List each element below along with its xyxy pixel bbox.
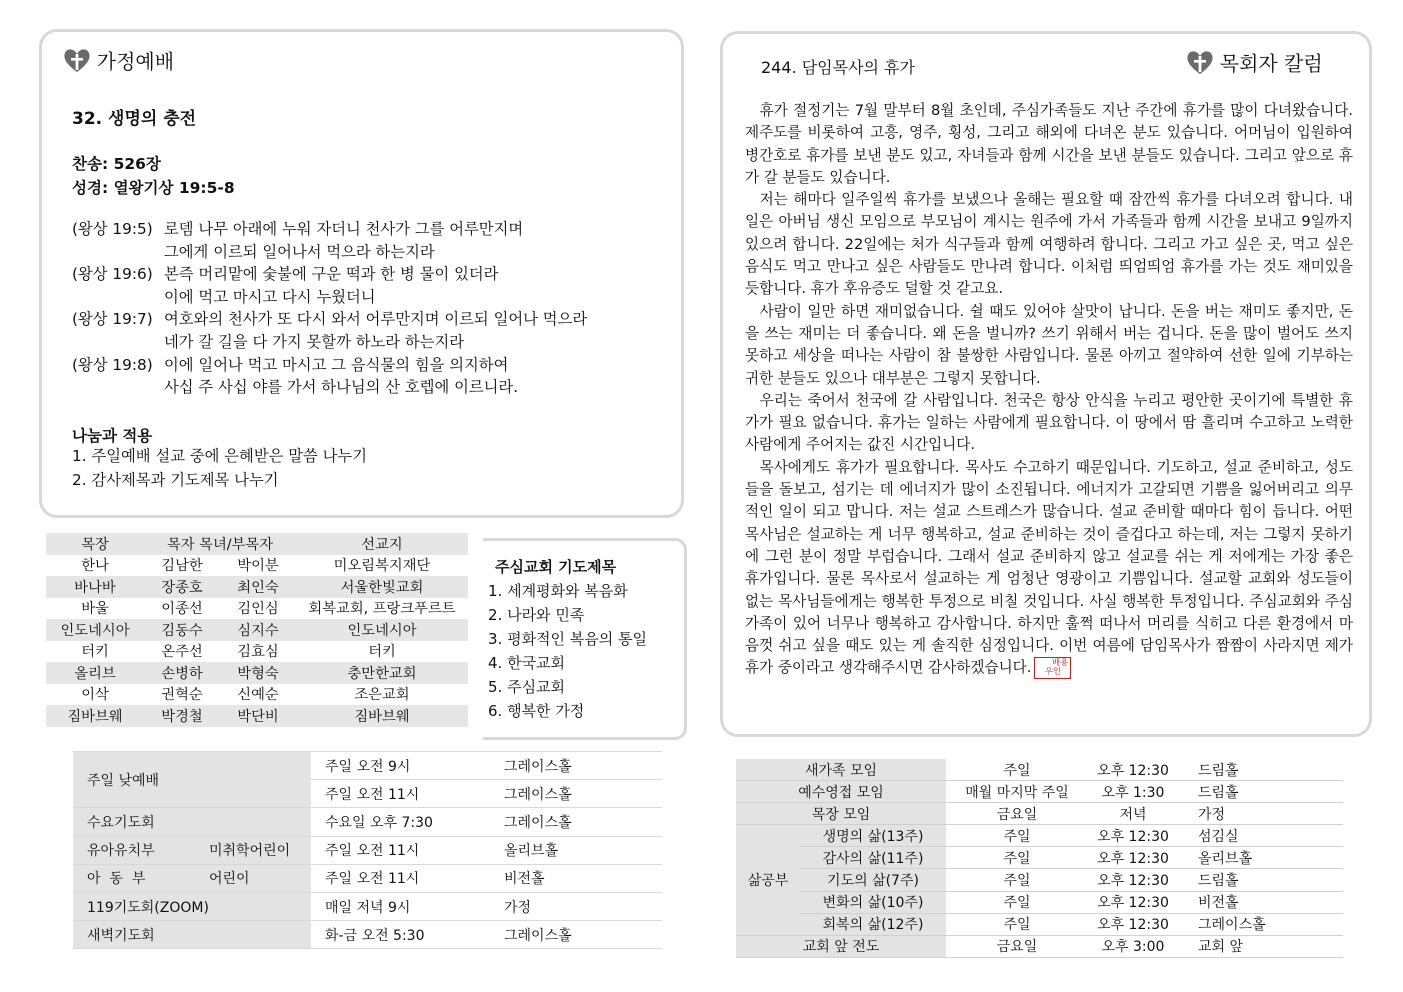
group-day: 주일: [946, 913, 1088, 935]
group-place: 드림홀: [1178, 759, 1343, 781]
column-paragraph: 우리는 죽어서 천국에 갈 사람입니다. 천국은 항상 안식을 누리고 평안한 곳이기에 특별한 휴가가 필요 없습니다. 휴가는 일하는 사람에게 필요합니다. 이 땅에서 땀 흘리며 수고하고 노력한 사람에게 주어지는 값진 시간입니다.: [745, 391, 1353, 454]
schedule-place: 올리브홀: [490, 836, 662, 864]
column-body: [745, 100, 1353, 680]
table-cell: 터키: [368, 644, 396, 661]
prayer-item: 1. 세계평화와 복음화: [488, 582, 628, 600]
table-cell: 김동수: [144, 619, 220, 641]
table-cell: 한나: [81, 558, 109, 575]
table-row: [46, 576, 468, 598]
table-row: [73, 808, 662, 836]
column-paragraph: [745, 457, 1353, 680]
table-cell: 이종선: [161, 601, 203, 618]
table-cell: 회복교회, 프랑크푸르트: [308, 601, 456, 618]
worship-header: [62, 45, 174, 75]
group-place: 올리브홀: [1178, 847, 1343, 869]
group-time: 오후 12:30: [1088, 891, 1178, 913]
group-time: 저녁: [1088, 803, 1178, 825]
group-time: 오후 12:30: [1088, 847, 1178, 869]
group-name: 변화의 삶(10주): [800, 891, 946, 913]
group-day: 주일: [946, 847, 1088, 869]
group-place: 가정: [1178, 803, 1343, 825]
group-place: 드림홀: [1178, 869, 1343, 891]
schedule-label: 아 동 부: [73, 864, 195, 892]
table-row: [46, 619, 468, 641]
schedule-label: 수요기도회: [73, 808, 195, 836]
table-cell: 김남한: [161, 558, 203, 575]
verse-list: [72, 218, 672, 399]
table-row: [736, 891, 1343, 913]
group-place: 교회 앞: [1178, 935, 1343, 957]
verse-text: 여호와의 천사가 또 다시 와서 어루만지며 이르되 일어나 먹으라: [164, 310, 588, 329]
table-cell: 손병하: [144, 662, 220, 684]
group-time: 오후 12:30: [1088, 913, 1178, 935]
column-header: [1185, 47, 1323, 77]
verse-ref: (왕상 19:7): [72, 310, 153, 329]
group-name: 감사의 삶(11주): [800, 847, 946, 869]
scripture-value: 열왕기상 19:5-8: [113, 179, 235, 197]
verse: [72, 354, 672, 377]
group-time: 오후 3:00: [1088, 935, 1178, 957]
table-header: 목장: [46, 533, 144, 555]
schedule-place: 비전홀: [490, 864, 662, 892]
apply-item: 1. 주일예배 설교 중에 은혜받은 말씀 나누기: [72, 447, 367, 465]
verse-text: 네가 갈 길을 다 가지 못할까 하노라 하는지라: [164, 332, 465, 351]
worship-header-title: 가정예배: [96, 49, 175, 74]
verse: [72, 308, 672, 331]
schedule-sublabel: 미취학어린이: [195, 836, 311, 864]
schedule-place: 가정: [490, 892, 662, 920]
column-paragraph: 사람이 일만 하면 재미없습니다. 쉴 때도 있어야 살맛이 납니다. 돈을 버는 재미도 좋지만, 돈을 쓰는 재미는 더 좋습니다. 왜 돈을 벌니까? 쓰기 위해서 버는 겁니다. 돈을 많이 벌어도 쓰지 못하고 세상을 떠나는 사람이 참 불쌍한 사람입니다. 물론 아끼고 절약하여 선한 일에 기부하는 귀한 분들도 있으나 대부분은 그렇지 못합니다.: [745, 302, 1353, 387]
apply-item: 2. 감사제목과 기도제목 나누기: [72, 471, 279, 489]
group-day: 금요일: [946, 803, 1088, 825]
verse-text: 본즉 머리맡에 숯불에 구운 떡과 한 병 물이 있더라: [164, 265, 499, 284]
mokjang-table: [46, 533, 468, 727]
schedule-place: 그레이스홀: [490, 808, 662, 836]
group-name: 목장 모임: [736, 803, 946, 825]
group-day: 주일: [946, 825, 1088, 847]
column-paragraph: 저는 해마다 일주일씩 휴가를 보냈으나 올해는 필요할 때 잠깐씩 휴가를 다녀오려 합니다. 내일은 아버님 생신 모임으로 부모님이 계시는 원주에 가서 가족들과 함께 시간을 보내고 9일까지 있으려 합니다. 22일에는 처가 식구들과 함께 여행하려 합니다. 그리고 가고 싶은 곳, 먹고 싶은 음식도 먹고 만나고 싶은 사람들도 만나려 합니다. 이처럼 띄엄띄엄 휴가를 가는 것도 재미있을 듯합니다. 휴가 후유증도 덜할 것 같고요.: [745, 191, 1353, 298]
schedule-sublabel: 어린이: [195, 864, 311, 892]
schedule-place: 그레이스홀: [490, 752, 662, 780]
group-place: 비전홀: [1178, 891, 1343, 913]
prayer-item: 3. 평화적인 복음의 통일: [488, 630, 648, 648]
column-header-title: 목회자 칼럼: [1219, 51, 1323, 76]
table-header-row: [46, 533, 468, 555]
scripture-label: 성경:: [72, 179, 109, 197]
table-cell: 박형숙: [220, 662, 296, 684]
table-row: [46, 641, 468, 663]
prayer-list: [488, 579, 647, 723]
group-name: 교회 앞 전도: [736, 935, 946, 957]
table-cell: 김인심: [237, 601, 279, 618]
table-cell: 바울: [81, 601, 109, 618]
table-row: [73, 921, 662, 949]
table-cell: 서울한빛교회: [296, 576, 468, 598]
worship-schedule-table: [73, 751, 662, 949]
table-row: [736, 759, 1343, 781]
group-day: 금요일: [946, 935, 1088, 957]
table-row: [46, 705, 468, 727]
table-row: [46, 684, 468, 706]
schedule-label: 새벽기도회: [73, 921, 311, 949]
verse-ref: (왕상 19:5): [72, 220, 153, 238]
table-cell: 조은교회: [354, 687, 410, 704]
schedule-label: 유아유치부: [73, 836, 195, 864]
group-name: 예수영접 모임: [736, 781, 946, 803]
apply-list: [72, 444, 367, 492]
table-cell: 올리브: [46, 662, 144, 684]
schedule-time: 주일 오전 11시: [311, 836, 490, 864]
column-paragraph-text: 목사에게도 휴가가 필요합니다. 목사도 수고하기 때문입니다. 기도하고, 설교 준비하고, 성도들을 돌보고, 섬기는 데 에너지가 많이 소진됩니다. 에너지가 고갈되면 기쁨을 잃어버리고 의무적인 일이 되고 맙니다. 저는 설교 스트레스가 많습니다. 설교 준비할 때마다 힘이 듭니다. 어떤 목사님은 설교하는 게 너무 행복하고, 설교 준비하는 것이 즐겁다고 하는데, 저는 그렇지 못하기에 그런 분이 정말 부럽습니다. 그래서 설교 준비하지 않고 설교를 쉬는 게 저에게는 가장 좋은 휴가입니다. 물론 목사로서 설교하는 게 엄청난 영광이고 기쁨입니다. 설교할 교회와 성도들이 없는 목사님들에게는 행복한 투정으로 비칠 것입니다. 사실 행복한 투정입니다. 주심교회와 주심가족이 있어 너무나 행복하고 감사합니다. 하지만 훌쩍 떠나서 머리를 식히고 다른 환경에서 마음껏 쉬고 싶을 때도 있는 게 솔직한 심정입니다. 이번 여름에 담임목사가 짬짬이 사라지면 제가 휴가 중이라고 생각해주시면 감사하겠습니다.: [745, 458, 1353, 677]
table-row: [73, 892, 662, 920]
group-schedule-table: [736, 759, 1343, 958]
table-cell: 박이분: [237, 558, 279, 575]
schedule-sublabel: [195, 808, 311, 836]
verse-continuation: [72, 376, 672, 399]
table-cell: 짐바브웨: [46, 705, 144, 727]
table-row: [73, 752, 662, 780]
table-row: [736, 781, 1343, 803]
family-worship-box: [39, 29, 684, 518]
group-time: 오후 1:30: [1088, 781, 1178, 803]
table-header: 목자 목녀/부목자: [144, 533, 296, 555]
table-header: 선교지: [296, 533, 468, 555]
table-cell: 신예순: [237, 687, 279, 704]
table-row: [736, 913, 1343, 935]
table-row: [46, 662, 468, 684]
group-day: 매월 마지막 주일: [946, 781, 1088, 803]
prayer-box: [483, 538, 687, 740]
table-row: [736, 825, 1343, 847]
heart-cross-icon: [1185, 47, 1215, 77]
group-name: 새가족 모임: [736, 759, 946, 781]
hymn-line: [72, 152, 161, 174]
schedule-label: 주일 낮예배: [73, 752, 311, 808]
prayer-item: 2. 나라와 민족: [488, 606, 585, 624]
verse-continuation: [72, 286, 672, 309]
table-row: [73, 836, 662, 864]
schedule-place: 그레이스홀: [490, 780, 662, 808]
table-cell: 인도네시아: [296, 619, 468, 641]
hymn-label: 찬송:: [72, 155, 109, 173]
group-time: 오후 12:30: [1088, 759, 1178, 781]
verse: [72, 218, 672, 241]
table-row: [46, 555, 468, 577]
table-cell: 이삭: [81, 687, 109, 704]
group-name: 생명의 삶(13주): [800, 825, 946, 847]
group-place: 드림홀: [1178, 781, 1343, 803]
column-title: 244. 담임목사의 휴가: [761, 58, 915, 77]
table-cell: 장종호: [144, 576, 220, 598]
verse-continuation: [72, 331, 672, 354]
verse-ref: (왕상 19:6): [72, 265, 153, 284]
heart-cross-icon: [62, 45, 92, 75]
table-cell: 박경철: [144, 705, 220, 727]
group-day: 주일: [946, 759, 1088, 781]
group-day: 주일: [946, 891, 1088, 913]
group-place: 섬김실: [1178, 825, 1343, 847]
table-cell: 김효심: [237, 644, 279, 661]
life-study-label: 삶공부: [736, 825, 800, 935]
table-cell: 권혁순: [161, 687, 203, 704]
schedule-time: 주일 오전 9시: [311, 752, 490, 780]
verse-continuation: [72, 241, 672, 264]
table-cell: 터키: [81, 644, 109, 661]
hymn-value: 526장: [113, 155, 161, 173]
schedule-time: 화-금 오전 5:30: [311, 921, 490, 949]
prayer-item: 6. 행복한 가정: [488, 702, 585, 720]
table-cell: 짐바브웨: [296, 705, 468, 727]
verse-text: 이에 일어나 먹고 마시고 그 음식물의 힘을 의지하여: [164, 355, 509, 374]
table-cell: 최인숙: [220, 576, 296, 598]
prayer-item: 5. 주심교회: [488, 678, 566, 696]
apply-title: 나눔과 적용: [72, 427, 153, 445]
group-time: 오후 12:30: [1088, 869, 1178, 891]
table-row: [736, 869, 1343, 891]
group-time: 오후 12:30: [1088, 825, 1178, 847]
schedule-label: 119기도회(ZOOM): [73, 892, 311, 920]
verse-text: 이에 먹고 마시고 다시 누웠더니: [164, 287, 376, 306]
verse-text: 로뎀 나무 아래에 누워 자더니 천사가 그를 어루만지며: [164, 220, 524, 238]
table-row: [46, 598, 468, 620]
column-paragraph: 휴가 절정기는 7월 말부터 8월 초인데, 주심가족들도 지난 주간에 휴가를 많이 다녀왔습니다. 제주도를 비롯하여 고흥, 영주, 횡성, 그리고 해외에 다녀온 분도 있습니다. 어머님이 입원하여 병간호로 휴가를 보낸 분도 있고, 자녀들과 함께 시간을 보낸 분들도 있습니다. 그리고 앞으로 휴가 갈 분들도 있습니다.: [745, 102, 1353, 186]
table-cell: 인도네시아: [46, 619, 144, 641]
table-cell: 온주선: [161, 644, 203, 661]
table-row: [736, 847, 1343, 869]
group-place: 그레이스홀: [1178, 913, 1343, 935]
name-stamp: 배용 우인: [1034, 657, 1071, 679]
table-row: [73, 864, 662, 892]
verse-text: 사십 주 사십 야를 가서 하나님의 산 호렙에 이르니라.: [164, 378, 519, 397]
worship-title: 32. 생명의 충전: [72, 109, 197, 129]
table-row: [736, 935, 1343, 957]
schedule-time: 수요일 오후 7:30: [311, 808, 490, 836]
table-cell: 박단비: [220, 705, 296, 727]
verse: [72, 263, 672, 286]
table-row: [736, 803, 1343, 825]
schedule-time: 주일 오전 11시: [311, 780, 490, 808]
schedule-time: 주일 오전 11시: [311, 864, 490, 892]
group-day: 주일: [946, 869, 1088, 891]
table-cell: 충만한교회: [296, 662, 468, 684]
verse-text: 그에게 이르되 일어나서 먹으라 하는지라: [164, 242, 435, 261]
table-cell: 바나바: [46, 576, 144, 598]
group-name: 기도의 삶(7주): [800, 869, 946, 891]
verse-ref: (왕상 19:8): [72, 355, 153, 374]
table-cell: 심지수: [220, 619, 296, 641]
scripture-line: [72, 176, 235, 198]
table-cell: 미오림복지재단: [333, 558, 431, 575]
group-name: 회복의 삶(12주): [800, 913, 946, 935]
schedule-time: 매일 저녁 9시: [311, 892, 490, 920]
schedule-place: 그레이스홀: [490, 921, 662, 949]
prayer-item: 4. 한국교회: [488, 654, 566, 672]
pastor-column-box: [720, 31, 1372, 737]
prayer-title: 주심교회 기도제목: [495, 558, 617, 576]
